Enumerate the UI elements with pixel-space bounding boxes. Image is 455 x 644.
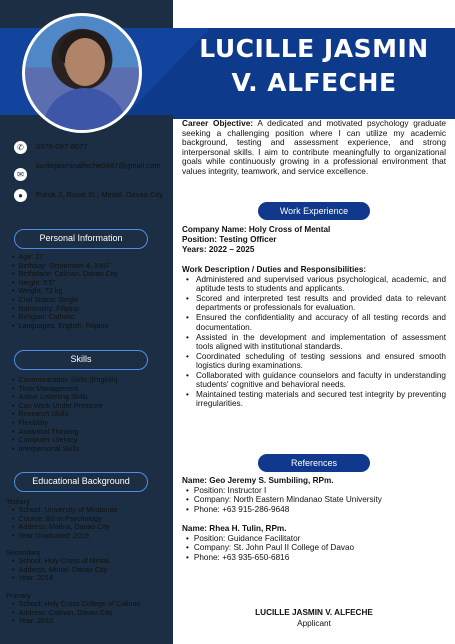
list-item: • Ensured the confidentiality and accuracy of all testing records and documentation.: [186, 313, 446, 332]
list-item: • Maintained testing materials and secured test integrity by preventing irregularities.: [186, 390, 446, 409]
list-item: • Can Work Under Pressure: [12, 402, 170, 411]
tertiary-list: [12, 506, 170, 540]
list-item: • Administered and supervised various psychological, academic, and aptitude tests to students and applicants.: [186, 275, 446, 294]
list-item: • School: Holy Cross College of Calinan: [12, 600, 170, 609]
reference-position: • Position: Guidance Facilitator: [186, 534, 446, 544]
list-item: • Year: 2014: [12, 574, 170, 583]
list-item: • Civil Status: Single: [12, 296, 170, 305]
reference-phone: • Phone: +63 935-650-6816: [186, 553, 446, 563]
education-heading: Educational Background: [14, 472, 148, 492]
reference-2: [182, 524, 446, 562]
list-item: • Research Skills: [12, 410, 170, 419]
reference-1: [182, 476, 446, 514]
list-item: • Address: Matina, Davao City: [12, 523, 170, 532]
list-item: • Age: 27: [12, 253, 170, 262]
secondary-list: [12, 557, 170, 583]
list-item: • Analytical Thinking: [12, 428, 170, 437]
reference-company: • Company: North Eastern Mindanao State University: [186, 495, 446, 505]
reference-name: Name: Rhea H. Tulin, RPm.: [182, 524, 287, 533]
list-item: • Collaborated with guidance counselors and faculty in understanding students' cognitive and behavioral needs.: [186, 371, 446, 390]
signature-name: LUCILLE JASMIN V. ALFECHE: [255, 608, 373, 617]
reference-company: • Company: St. John Paul II College of Davao: [186, 543, 446, 553]
name-line-1: LUCILLE JASMIN: [199, 34, 429, 63]
address-text: Purok 2, Rosal St., Mintal, Davao City: [36, 190, 164, 199]
list-item: • Active Listening Skills: [12, 393, 170, 402]
list-item: • Flexibility: [12, 419, 170, 428]
duties-title: Work Description / Duties and Responsibilities:: [182, 265, 367, 274]
job-position: Position: Testing Officer: [182, 234, 277, 244]
list-item: • Religion: Catholic: [12, 313, 170, 322]
secondary-label: Secondary: [6, 548, 41, 557]
email-text: lucillejasminalfeche0497@gmail.com: [36, 161, 161, 170]
list-item: • Address: Calinan, Davao City: [12, 609, 170, 618]
references-heading: References: [258, 454, 370, 472]
personal-info-heading: Personal Information: [14, 229, 148, 249]
duties-list: [186, 275, 446, 409]
list-item: • Interpersonal Skills: [12, 445, 170, 454]
primary-list: [12, 600, 170, 626]
job-years: Years: 2022 – 2025: [182, 244, 255, 254]
skills-list: [12, 376, 170, 453]
phone-text: 0976-097-8077: [36, 142, 88, 151]
list-item: • Address: Mintal, Davao City: [12, 566, 170, 575]
list-item: • Course: BS in Psychology: [12, 515, 170, 524]
signature-role: Applicant: [297, 619, 331, 628]
objective-text: A dedicated and motivated psychology graduate seeking a challenging position where I can utilize my academic background, testing and assessment experience, and strong interpersonal skills. I aim to contribute meaningfully to organizational goals while continuously growing in a professional environment that values integrity, teamwork, and service excellence.: [182, 118, 446, 176]
list-item: • Coordinated scheduling of testing sessions and ensured smooth logistics during examinations.: [186, 352, 446, 371]
email-icon: ✉: [14, 168, 27, 181]
phone-icon: ✆: [14, 141, 27, 154]
list-item: • Computer Literacy: [12, 436, 170, 445]
skills-heading: Skills: [14, 350, 148, 370]
company-name: Company Name: Holy Cross of Mental: [182, 225, 331, 234]
list-item: • School: Holy Cross of Mintal: [12, 557, 170, 566]
name-line-2: V. ALFECHE: [231, 68, 397, 97]
list-item: • Nationality: Filipino: [12, 305, 170, 314]
list-item: • Birthday: September 4, 1997: [12, 262, 170, 271]
objective-label: Career Objective:: [182, 118, 254, 128]
reference-phone: • Phone: +63 915-286-9648: [186, 505, 446, 515]
career-objective: [182, 119, 446, 177]
list-item: • Languages: English, Filipino: [12, 322, 170, 331]
location-pin-icon: ●: [14, 189, 27, 202]
list-item: • Time Management: [12, 385, 170, 394]
list-item: • Year Graduated: 2019: [12, 532, 170, 541]
applicant-name: [175, 32, 453, 100]
work-experience-heading: Work Experience: [258, 202, 370, 220]
personal-info-list: [12, 253, 170, 330]
list-item: • School: University of Mindanao: [12, 506, 170, 515]
list-item: • Birthplace: Calinan, Davao City: [12, 270, 170, 279]
reference-position: • Position: Instructor I: [186, 486, 446, 496]
list-item: • Height: 5'5": [12, 279, 170, 288]
primary-label: Primary: [6, 591, 31, 600]
list-item: • Scored and interpreted test results and provided data to relevant departments or professionals for evaluation.: [186, 294, 446, 313]
reference-name: Name: Geo Jeremy S. Sumbiling, RPm.: [182, 476, 334, 485]
job-summary: [182, 225, 446, 254]
list-item: • Communication Skills (English): [12, 376, 170, 385]
profile-photo: [22, 13, 142, 133]
list-item: • Weight: 72 kg: [12, 287, 170, 296]
list-item: • Year: 2010: [12, 617, 170, 626]
list-item: • Assisted in the development and implementation of assessment tools aligned with institutional standards.: [186, 333, 446, 352]
tertiary-label: Tertiary: [6, 497, 30, 506]
